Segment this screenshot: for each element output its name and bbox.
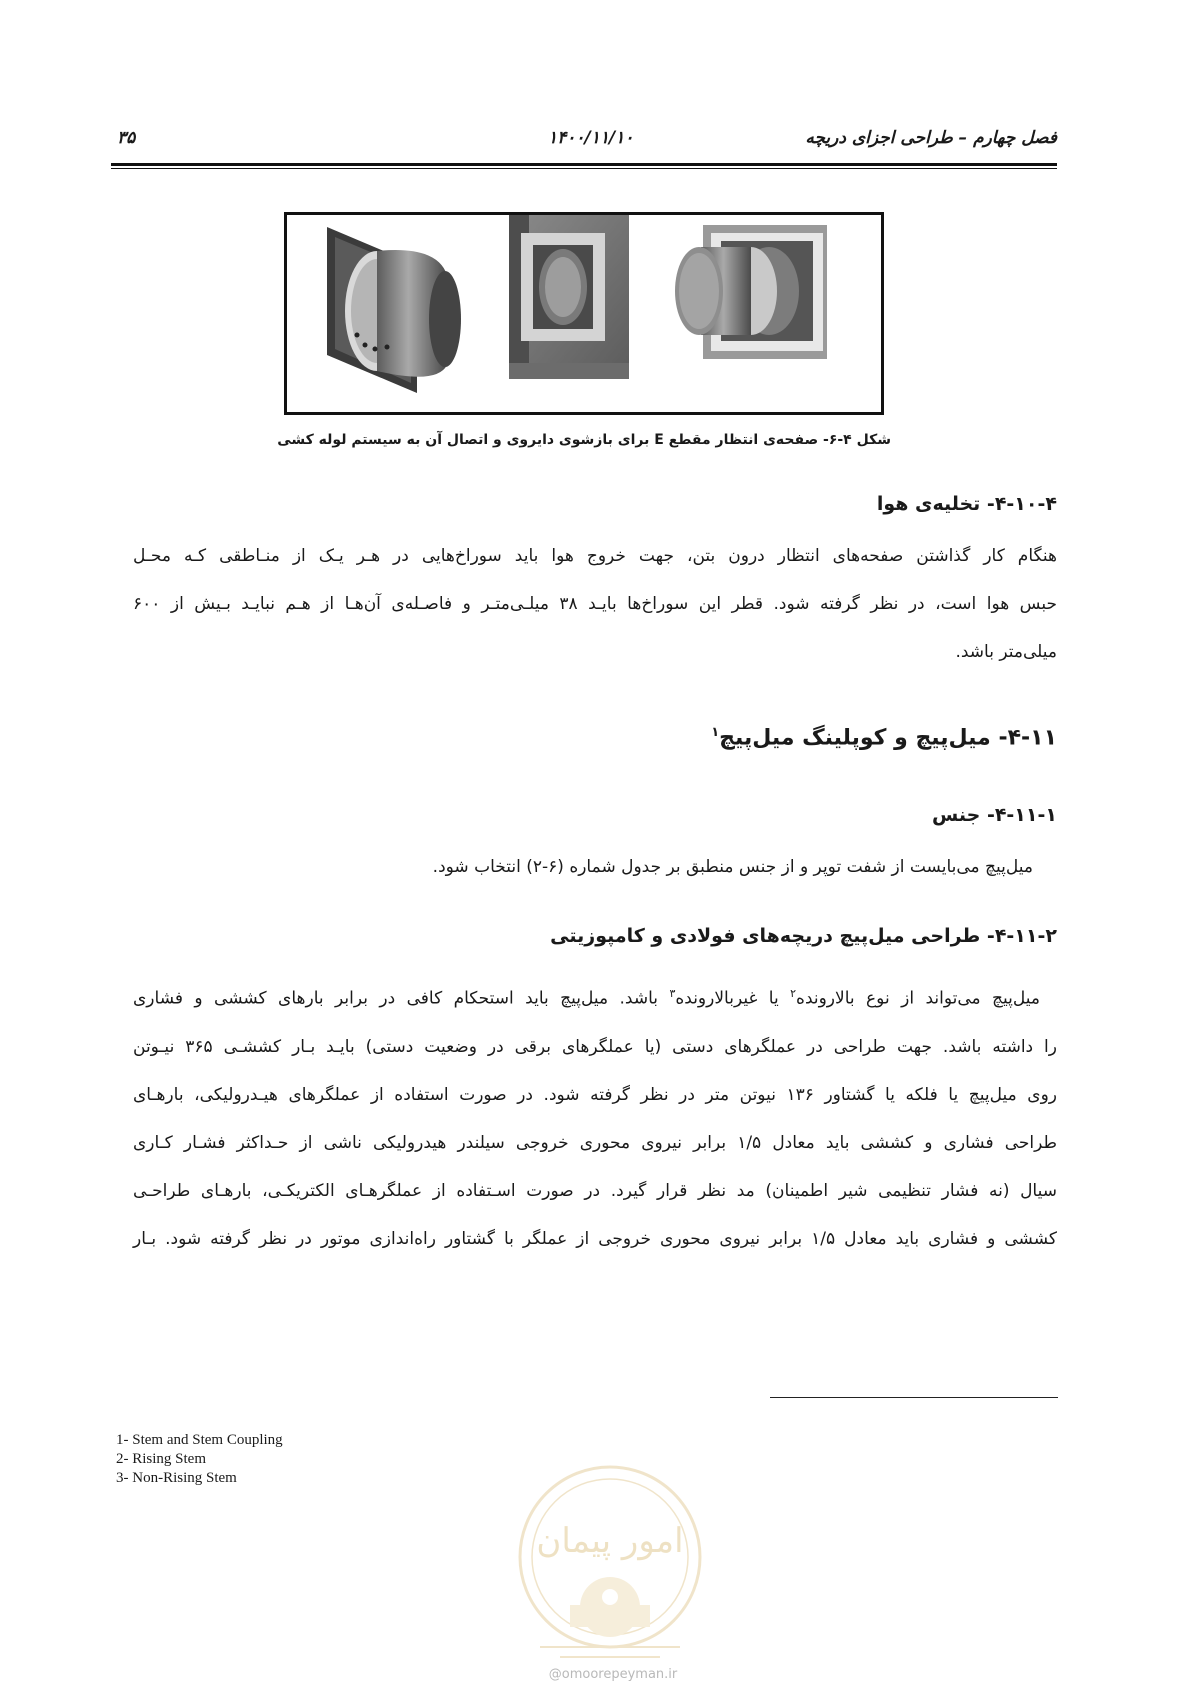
figure-caption: شکل ۴-۶- صفحه‌ی انتظار مقطع E برای بازشوی دایروی و اتصال آن به سیستم لوله کشی bbox=[277, 432, 891, 448]
footnote-3: 3- Non-Rising Stem bbox=[116, 1470, 237, 1486]
paragraph-line: طراحی فشاری و کششی باید معادل ۱/۵ برابر نیروی محوری خروجی سیلندر هیدرولیکی ناشی از حـداکثر فشـار کـاری bbox=[133, 1132, 1058, 1153]
section-heading-stem-design: ۴-۱۱-۲- طراحی میل‌پیچ دریچه‌های فولادی و کامپوزیتی bbox=[550, 925, 1057, 947]
paragraph-line: میلی‌متر باشد. bbox=[955, 642, 1057, 662]
figure-frame bbox=[284, 212, 884, 415]
chapter-title: فصل چهارم – طراحی اجزای دریچه bbox=[805, 128, 1057, 148]
paragraph-line: را داشته باشد. جهت طراحی در عملگرهای دستی (یا عملگرهای برقی در وضعیت دستی) بایـد بـار کششـی ۳۶۵ نیـوتن bbox=[133, 1036, 1057, 1057]
header-rule bbox=[111, 163, 1057, 166]
footnote-2: 2- Rising Stem bbox=[116, 1451, 207, 1467]
pipe-connection-model bbox=[675, 225, 827, 359]
watermark-seal-icon bbox=[510, 1457, 710, 1675]
paragraph-text: باشد. میل‌پیچ باید استحکام کافی در برابر بارهای کششی و فشاری bbox=[133, 988, 670, 1009]
figure-illustration bbox=[287, 215, 881, 412]
section-heading-material: ۴-۱۱-۱- جنس bbox=[932, 804, 1057, 826]
paragraph-line: حبس هوا است، در نظر گرفته شود. قطر این سوراخ‌ها بایـد ۳۸ میلـی‌متـر و فاصـله‌ی آن‌هـا از هـم نبایـد بـیش از ۶۰۰ bbox=[133, 594, 1057, 614]
watermark-logo bbox=[510, 1457, 710, 1675]
plate-in-concrete-model bbox=[509, 215, 629, 379]
footnote-mark: ۱ bbox=[711, 725, 720, 740]
paragraph-stem-design bbox=[133, 970, 1057, 1263]
paragraph-air-release bbox=[133, 532, 1057, 676]
watermark-url: @omoorepeyman.ir bbox=[548, 1667, 678, 1682]
footnote-mark: ۲ bbox=[790, 987, 797, 1000]
paragraph-line: هنگام کار گذاشتن صفحه‌های انتظار درون بتن، جهت خروج هوا باید سوراخ‌هایی در هـر یـک از منـاطقی کـه محـل bbox=[133, 546, 1057, 566]
paragraph-line bbox=[133, 970, 1057, 1023]
page-number: ۳۵ bbox=[117, 128, 136, 148]
paragraph-line: سیال (نه فشار تنظیمی شیر اطمینان) مد نظر قرار گیرد. در صورت اسـتفاده از عملگرهـای الکتریکـی، بارهـای طراحـی bbox=[133, 1180, 1057, 1201]
paragraph-line: روی میل‌پیچ یا فلکه یا گشتاور ۱۳۶ نیوتن متر در نظر گرفته شود. در صورت استفاده از عملگرهای هیـدرولیکی، بارهـای bbox=[133, 1084, 1057, 1105]
embedded-plate-model bbox=[327, 227, 461, 393]
section-heading-stem bbox=[711, 725, 1057, 750]
watermark-logo-text: امور پیمان bbox=[536, 1521, 684, 1561]
section-heading-air-release: ۴-۱۰-۴- تخلیه‌ی هوا bbox=[876, 493, 1057, 515]
header-date: ۱۴۰۰/۱۱/۱۰ bbox=[548, 128, 634, 148]
footnote-1: 1- Stem and Stem Coupling bbox=[116, 1432, 283, 1448]
paragraph-material: میل‌پیچ می‌بایست از شفت توپر و از جنس منطبق بر جدول شماره (۶-۲) انتخاب شود. bbox=[432, 857, 1033, 877]
paragraph-line: کششی و فشاری باید معادل ۱/۵ برابر نیروی محوری خروجی از عملگر با گشتاور راه‌اندازی موتور در نظر گرفته شود. بـار bbox=[133, 1228, 1057, 1249]
footnote-rule bbox=[770, 1397, 1058, 1398]
footnote-mark: ۳ bbox=[669, 987, 676, 1000]
paragraph-text: میل‌پیچ می‌تواند از نوع بالارونده bbox=[796, 988, 1040, 1009]
header-rule-thin bbox=[111, 168, 1057, 169]
paragraph-text: یا غیربالارونده bbox=[675, 988, 791, 1009]
section-heading-stem-text: ۴-۱۱- میل‌پیچ و کوپلینگ میل‌پیچ bbox=[719, 725, 1057, 751]
